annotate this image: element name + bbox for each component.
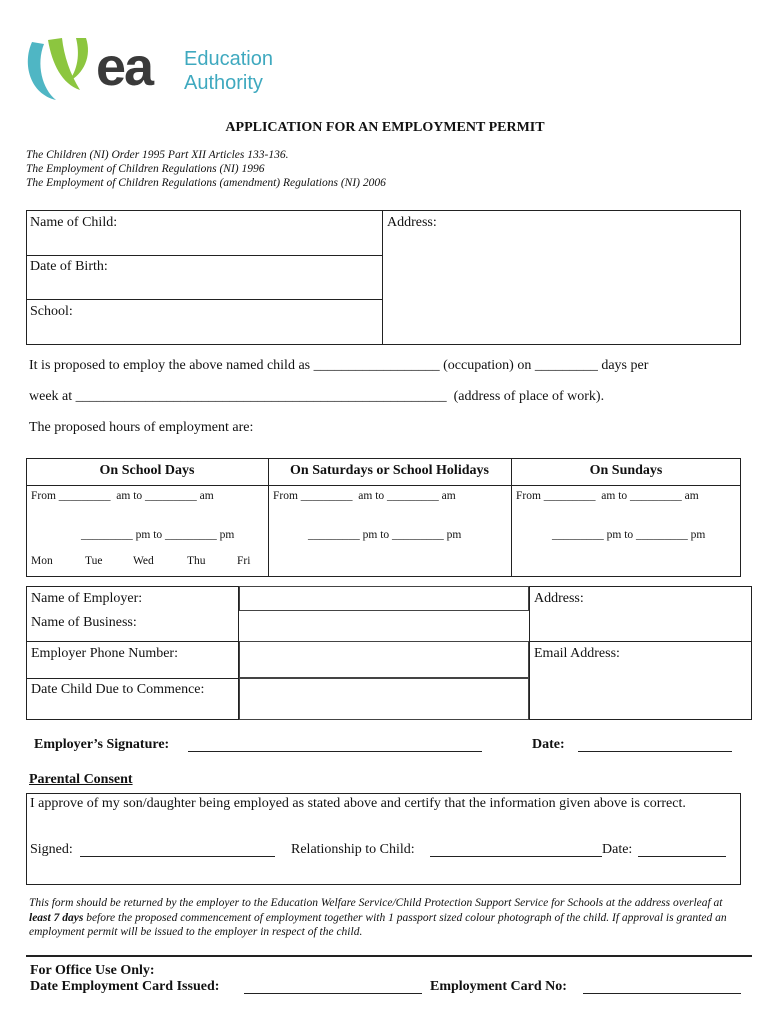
proposal-line-3: The proposed hours of employment are:: [29, 420, 254, 435]
consent-date-field[interactable]: [638, 856, 726, 857]
card-issued-label: Date Employment Card Issued:: [30, 979, 220, 994]
day-thu[interactable]: Thu: [187, 555, 206, 567]
ea-logo-line1: Education: [184, 48, 273, 70]
office-divider: [26, 955, 752, 957]
employer-address-label: Address:: [534, 591, 584, 606]
school-days-am[interactable]: From _________ am to _________ am: [31, 490, 214, 502]
child-name-label: Name of Child:: [30, 215, 118, 230]
child-address-label: Address:: [387, 215, 437, 230]
return-note: [29, 896, 744, 940]
employer-signature-label: Employer’s Signature:: [34, 737, 170, 752]
child-dob-field[interactable]: [120, 258, 378, 296]
legislation-line: The Employment of Children Regulations (NI) 1996: [26, 163, 265, 175]
ea-logo-line2: Authority: [184, 72, 263, 94]
signature-date-label: Date:: [532, 737, 565, 752]
consent-text: I approve of my son/daughter being employed as stated above and certify that the information given above is correct.: [30, 796, 686, 811]
child-dob-label: Date of Birth:: [30, 259, 108, 274]
business-name-field[interactable]: [239, 611, 529, 641]
employer-signature-field[interactable]: [188, 751, 482, 752]
card-issued-field[interactable]: [244, 993, 422, 994]
school-days-header: On School Days: [99, 463, 195, 478]
office-use-heading: For Office Use Only:: [30, 963, 155, 978]
employer-name-label: Name of Employer:: [31, 591, 143, 606]
legislation-line: The Children (NI) Order 1995 Part XII Articles 133-136.: [26, 149, 289, 161]
sundays-pm[interactable]: _________ pm to _________ pm: [552, 529, 706, 541]
ea-logo: [22, 34, 302, 106]
employer-email-label: Email Address:: [534, 646, 620, 661]
commence-date-label: Date Child Due to Commence:: [31, 682, 205, 697]
ea-logo-mark: ea: [96, 37, 153, 97]
parental-consent-heading: Parental Consent: [29, 772, 133, 787]
sundays-am[interactable]: From _________ am to _________ am: [516, 490, 699, 502]
card-no-label: Employment Card No:: [430, 979, 567, 994]
saturdays-pm[interactable]: _________ pm to _________ pm: [308, 529, 462, 541]
child-school-label: School:: [30, 304, 73, 319]
employer-name-field[interactable]: [239, 586, 529, 611]
proposal-line-2: week at _____________________________________________________ (address of place of work).: [29, 389, 605, 404]
child-address-field[interactable]: [385, 235, 737, 341]
sundays-header: On Sundays: [589, 463, 663, 478]
return-note-part2: before the proposed commencement of employment together with 1 passport sized colour photograph of the child. If approval is granted an employment permit will be issued to the employer in respect of the child.: [29, 911, 727, 938]
commence-date-field[interactable]: [239, 678, 529, 720]
page-title: APPLICATION FOR AN EMPLOYMENT PERMIT: [225, 120, 545, 135]
child-school-field[interactable]: [85, 302, 377, 342]
consent-signed-field[interactable]: [80, 856, 275, 857]
return-note-bold: least 7 days: [29, 911, 84, 924]
ea-logo-mark-icon: [22, 34, 102, 106]
school-days-pm[interactable]: _________ pm to _________ pm: [81, 529, 235, 541]
proposal-line-1: It is proposed to employ the above named child as __________________ (occupation) on _________ days per: [29, 358, 649, 373]
employer-phone-field[interactable]: [239, 641, 529, 678]
day-wed[interactable]: Wed: [133, 555, 154, 567]
child-name-field[interactable]: [130, 212, 380, 252]
signature-date-field[interactable]: [578, 751, 732, 752]
consent-date-label: Date:: [602, 842, 633, 857]
consent-signed-label: Signed:: [30, 842, 73, 857]
employer-phone-label: Employer Phone Number:: [31, 646, 178, 661]
relationship-field[interactable]: [430, 856, 602, 857]
card-no-field[interactable]: [583, 993, 741, 994]
day-tue[interactable]: Tue: [85, 555, 103, 567]
relationship-label: Relationship to Child:: [291, 842, 415, 857]
saturdays-header: On Saturdays or School Holidays: [290, 463, 489, 478]
saturdays-am[interactable]: From _________ am to _________ am: [273, 490, 456, 502]
return-note-part1: This form should be returned by the employer to the Education Welfare Service/Child Protection Support Service for Schools at the address overleaf at: [29, 897, 723, 909]
legislation-list: [26, 148, 386, 190]
day-fri[interactable]: Fri: [237, 555, 251, 567]
legislation-line: The Employment of Children Regulations (amendment) Regulations (NI) 2006: [26, 177, 386, 189]
day-mon[interactable]: Mon: [31, 555, 53, 567]
business-name-label: Name of Business:: [31, 615, 137, 630]
